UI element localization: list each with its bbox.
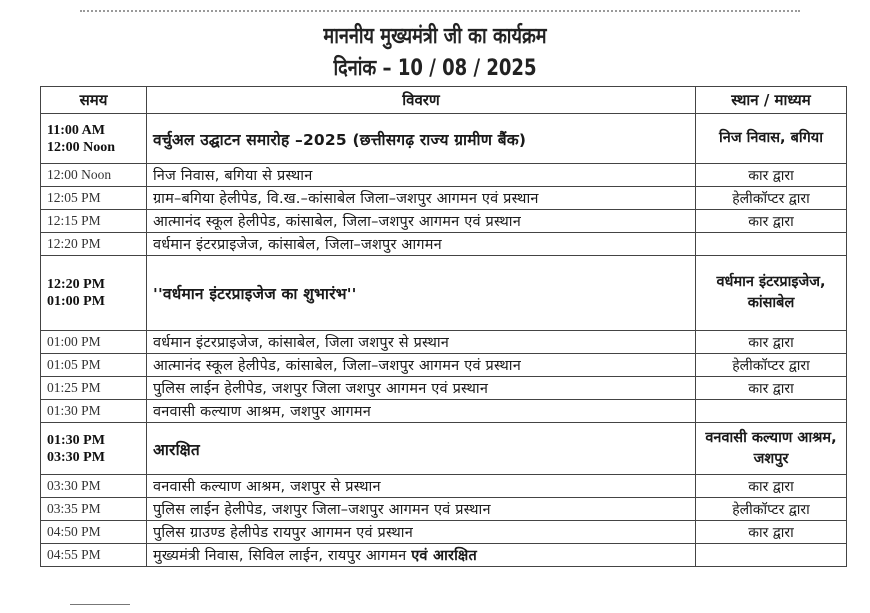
table-row (41, 544, 847, 567)
time-cell: 12:20 PM (41, 233, 147, 256)
document-title: माननीय मुख्यमंत्री जी का कार्यक्रम (323, 24, 547, 49)
end-time: 12:00 Noon (47, 139, 116, 155)
place-cell: हेलीकॉप्टर द्वारा (696, 498, 847, 521)
description-cell: निज निवास, बगिया से प्रस्थान (147, 164, 696, 187)
place-cell: हेलीकॉप्टर द्वारा (696, 187, 847, 210)
cut-off-text-fragment (70, 604, 130, 607)
description-cell: वनवासी कल्याण आश्रम, जशपुर से प्रस्थान (147, 475, 696, 498)
place-cell (696, 544, 847, 567)
description-cell: ग्राम–बगिया हेलीपेड, वि.ख.–कांसाबेल जिला–जशपुर आगमन एवं प्रस्थान (147, 187, 696, 210)
top-dotted-rule (80, 10, 800, 12)
time-cell: 01:05 PM (41, 354, 147, 377)
end-time: 03:30 PM (47, 449, 105, 465)
table-row (41, 521, 847, 544)
header-description: विवरण (147, 87, 696, 114)
description-cell: वर्धमान इंटरप्राइजेज, कांसाबेल, जिला जशपुर से प्रस्थान (147, 331, 696, 354)
time-cell: 03:35 PM (41, 498, 147, 521)
description-cell: वर्धमान इंटरप्राइजेज, कांसाबेल, जिला–जशपुर आगमन (147, 233, 696, 256)
table-row (41, 377, 847, 400)
time-cell (41, 114, 147, 164)
table-row (41, 423, 847, 475)
time-cell: 01:25 PM (41, 377, 147, 400)
start-time: 11:00 AM (47, 122, 105, 138)
table-row (41, 256, 847, 331)
place-cell (696, 400, 847, 423)
table-row (41, 210, 847, 233)
start-time: 01:30 PM (47, 432, 105, 448)
table-row (41, 498, 847, 521)
place-cell: कार द्वारा (696, 210, 847, 233)
description-text: मुख्यमंत्री निवास, सिविल लाईन, रायपुर आगमन (153, 548, 412, 564)
time-cell: 04:55 PM (41, 544, 147, 567)
place-cell: कार द्वारा (696, 475, 847, 498)
time-cell: 12:15 PM (41, 210, 147, 233)
table-row (41, 400, 847, 423)
place-cell: कार द्वारा (696, 377, 847, 400)
place-cell: वनवासी कल्याण आश्रम, जशपुर (696, 423, 847, 475)
table-row (41, 164, 847, 187)
time-cell (41, 423, 147, 475)
place-cell: निज निवास, बगिया (696, 114, 847, 164)
header-time: समय (41, 87, 147, 114)
time-cell (41, 256, 147, 331)
description-cell: वर्चुअल उद्घाटन समारोह –2025 (छत्तीसगढ़ राज्य ग्रामीण बैंक) (147, 114, 696, 164)
description-cell: आरक्षित (147, 423, 696, 475)
description-bold-suffix: एवं आरक्षित (411, 548, 477, 564)
description-cell: आत्मानंद स्कूल हेलीपेड, कांसाबेल, जिला–जशपुर आगमन एवं प्रस्थान (147, 354, 696, 377)
time-cell: 04:50 PM (41, 521, 147, 544)
start-time: 12:20 PM (47, 277, 105, 292)
place-cell: हेलीकॉप्टर द्वारा (696, 354, 847, 377)
description-cell: वनवासी कल्याण आश्रम, जशपुर आगमन (147, 400, 696, 423)
place-cell: कार द्वारा (696, 521, 847, 544)
place-cell (696, 233, 847, 256)
time-cell: 03:30 PM (41, 475, 147, 498)
schedule-table (40, 86, 847, 567)
table-row (41, 475, 847, 498)
place-cell: कार द्वारा (696, 331, 847, 354)
end-time: 01:00 PM (47, 294, 105, 309)
time-cell: 12:05 PM (41, 187, 147, 210)
table-row (41, 114, 847, 164)
description-cell: आत्मानंद स्कूल हेलीपेड, कांसाबेल, जिला–जशपुर आगमन एवं प्रस्थान (147, 210, 696, 233)
description-cell: पुलिस ग्राउण्ड हेलीपेड रायपुर आगमन एवं प्रस्थान (147, 521, 696, 544)
table-row (41, 354, 847, 377)
table-row (41, 233, 847, 256)
table-row (41, 187, 847, 210)
header-place: स्थान / माध्यम (696, 87, 847, 114)
document-date: दिनांक – 10 / 08 / 2025 (333, 56, 537, 81)
time-cell: 01:30 PM (41, 400, 147, 423)
time-cell: 12:00 Noon (41, 164, 147, 187)
description-cell: पुलिस लाईन हेलीपेड, जशपुर जिला जशपुर आगमन एवं प्रस्थान (147, 377, 696, 400)
place-cell: वर्धमान इंटरप्राइजेज, कांसाबेल (696, 256, 847, 331)
place-cell: कार द्वारा (696, 164, 847, 187)
table-row (41, 331, 847, 354)
table-header-row (41, 87, 847, 114)
description-cell: ''वर्धमान इंटरप्राइजेज का शुभारंभ'' (147, 256, 696, 331)
description-cell (147, 544, 696, 567)
description-cell: पुलिस लाईन हेलीपेड, जशपुर जिला–जशपुर आगमन एवं प्रस्थान (147, 498, 696, 521)
time-cell: 01:00 PM (41, 331, 147, 354)
